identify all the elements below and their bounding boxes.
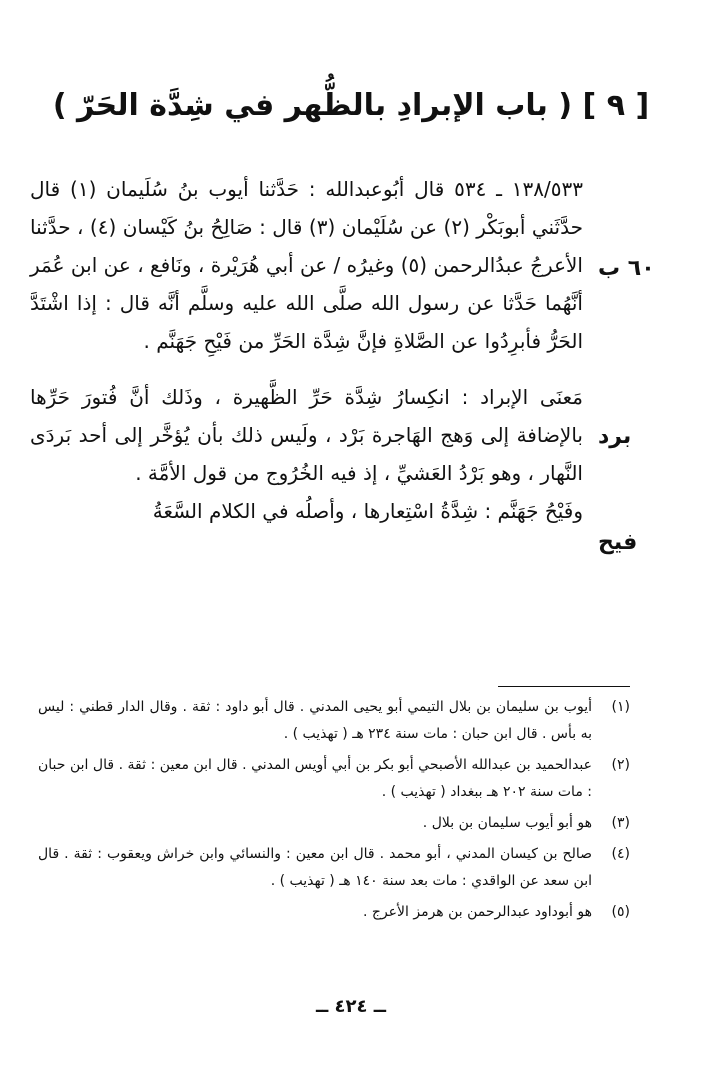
footnote bbox=[38, 694, 630, 748]
footnote-text: صالح بن كيسان المدني ، أبو محمد . قال ابن معين : والنسائي وابن خراش ويعقوب : ثقة . قال ابن سعد عن الواقدي : مات بعد سنة ١٤٠ هـ ( تهذيب ) . bbox=[38, 846, 592, 889]
commentary-paragraph-2: وفَيْحُ جَهَنَّم : شِدَّةُ اسْتِعارها ، وأصلُه في الكلام السَّعَةُ bbox=[152, 499, 583, 523]
main-text bbox=[30, 170, 583, 530]
footnote-rule bbox=[498, 686, 630, 687]
footnote-number: (١) bbox=[611, 699, 630, 715]
footnote-number: (٥) bbox=[611, 904, 630, 920]
footnote bbox=[38, 899, 630, 926]
footnote-number: (٢) bbox=[611, 757, 630, 773]
footnote bbox=[38, 841, 630, 895]
page-number: ــ ٤٢٤ ــ bbox=[315, 996, 387, 1017]
commentary-paragraph: مَعنَى الإبراد : انكِسارُ شِدَّة حَرِّ الظَّهيرة ، وذَلك أنَّ فُتورَ حَرِّها بالإضافة إلى وَهج الهَاجرة بَرْد ، ولَيس ذلك بأن يُؤخَّر إلى أحد بَردَى النَّهار ، وهو بَرْدُ العَشيِّ ، إذ فيه الخُرُوج من قول الأمَّة . bbox=[30, 385, 583, 485]
footnote-text: هو أبوداود عبدالرحمن بن هرمز الأعرج . bbox=[363, 904, 592, 920]
footnote-number: (٣) bbox=[611, 815, 630, 831]
footnote bbox=[38, 752, 630, 806]
margin-note-fayh: فيح bbox=[598, 530, 638, 555]
margin-note-bard: برد bbox=[598, 424, 632, 449]
footnote-text: عبدالحميد بن عبدالله الأصبحي أبو بكر بن أبي أويس المدني . قال ابن معين : ثقة . قال ابن حبان : مات سنة ٢٠٢ هـ ببغداد ( تهذيب ) . bbox=[38, 757, 592, 800]
footnote-number: (٤) bbox=[611, 846, 630, 862]
footnote bbox=[38, 810, 630, 837]
chapter-heading: [ ٩ ] ( باب الإبرادِ بالظُّهر في شِدَّة الحَرّ ) bbox=[52, 88, 650, 123]
footnote-text: أيوب بن سليمان بن بلال التيمي أبو يحيى المدني . قال أبو داود : ثقة . وقال الدار قطني : ليس به بأس . قال ابن حبان : مات سنة ٢٣٤ هـ ( تهذيب ) . bbox=[38, 699, 592, 742]
hadith-paragraph: ١٣٨/٥٣٣ ـ ٥٣٤ قال أبُوعبدالله : حَدَّثنا أيوب بنُ سُلَيمان (١) قال حدَّثَني أبوبَكْر (٢) عن سُلَيْمان (٣) قال : صَالِحُ بنُ كَيْسان (٤) ، حدَّثنا الأعرجُ عبدُالرحمن (٥) وغيرُه / عن أبي هُرَيْرة ، ونَافع ، عن ابن عُمَر أنَّهُما حَدَّثا عن رسول الله صلَّى الله عليه وسلَّم أنَّه قال : إذا اشْتَدَّ الحَرُّ فأبرِدُوا عن الصَّلاةِ فإنَّ شِدَّة الحَرِّ من فَيْحِ جَهَنَّم . bbox=[30, 177, 583, 353]
footnotes bbox=[38, 694, 630, 930]
footnote-text: هو أبو أيوب سليمان بن بلال . bbox=[422, 815, 592, 831]
margin-note-folio: ٦٠ ب bbox=[598, 256, 655, 281]
